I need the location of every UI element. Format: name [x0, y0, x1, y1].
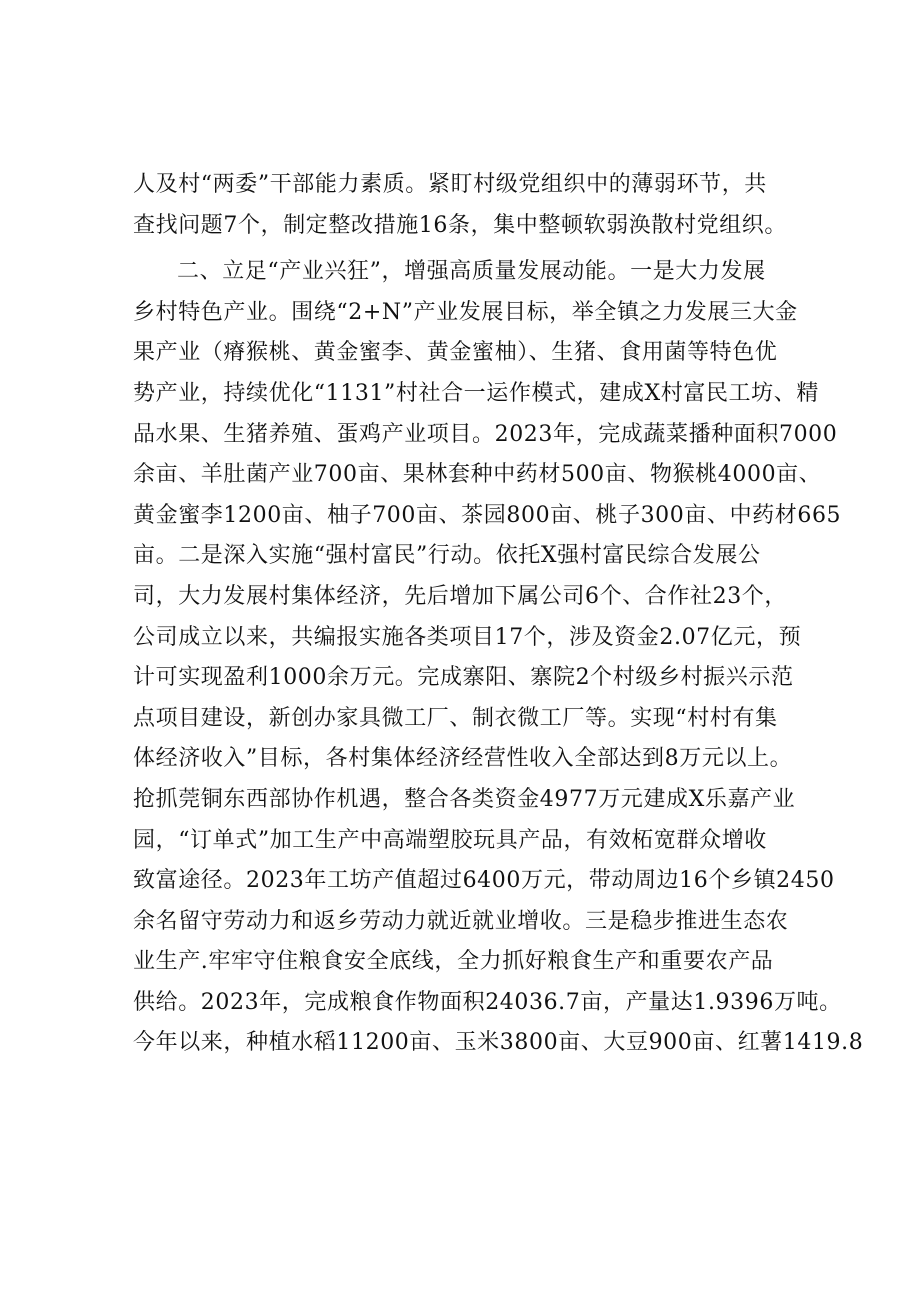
text-line: 人及村“两委”干部能力素质。紧盯村级党组织中的薄弱环节，共 — [133, 172, 767, 197]
text-line: 公司成立以来，共编报实施各类项目17个，涉及资金2.07亿元，预 — [133, 624, 802, 650]
text-line: 点项目建设，新创办家具微工厂、制衣微工厂等。实现“村村有集 — [133, 705, 778, 731]
section-heading-line: 二、立足“产业兴狂”，增强高质量发展动能。一是大力发展 — [177, 259, 766, 285]
text-line: 查找问题7个，制定整改措施16条，集中整顿软弱涣散村党组织。 — [133, 212, 787, 238]
text-line: 计可实现盈利1000余万元。完成寨阳、寨院2个村级乡村振兴示范 — [133, 665, 794, 691]
text-line: 业生产.牢牢守住粮食安全底线，全力抓好粮食生产和重要农产品 — [133, 949, 774, 975]
text-line: 势产业，持续优化“1131”村社合一运作模式，建成X村富民工坊、精 — [133, 380, 819, 406]
text-line: 司，大力发展村集体经济，先后增加下属公司6个、合作社23个， — [133, 583, 787, 609]
text-line: 品水果、生猪养殖、蛋鸡产业项目。2023年，完成蔬菜播种面积7000 — [133, 421, 838, 447]
text-line: 园，“订单式”加工生产中高端塑胶玩具产品，有效柘宽群众增收 — [133, 827, 767, 853]
text-line: 果产业（瘠猴桃、黄金蜜李、黄金蜜柚）、生猪、食用菌等特色优 — [133, 340, 778, 366]
text-line: 供给。2023年，完成粮食作物面积24036.7亩，产量达1.9396万吨。 — [133, 989, 842, 1015]
text-line: 体经济收入”目标，各村集体经济经营性收入全部达到8万元以上。 — [133, 746, 793, 772]
text-line: 乡村特色产业。围绕“2+N”产业发展目标，举全镇之力发展三大金 — [133, 299, 798, 325]
text-line: 黄金蜜李1200亩、柚子700亩、茶园800亩、桃子300亩、中药材665 — [133, 502, 842, 528]
body-text — [133, 165, 864, 1064]
text-line: 抢抓莞铜东西部协作机遇，整合各类资金4977万元建成X乐嘉产业 — [133, 786, 796, 812]
text-line: 亩。二是深入实施“强村富民”行动。依托X强村富民综合发展公 — [133, 543, 761, 569]
text-line: 余亩、羊肚菌产业700亩、果林套种中药材500亩、物猴桃4000亩、 — [133, 462, 822, 488]
text-line: 致富途径。2023年工坊产值超过6400万元，带动周边16个乡镇2450 — [133, 868, 835, 894]
text-line: 今年以来，种植水稻11200亩、玉米3800亩、大豆900亩、红薯1419.8 — [133, 1030, 864, 1056]
text-line: 余名留守劳动力和返乡劳动力就近就业增收。三是稳步推进生态农 — [133, 908, 789, 934]
